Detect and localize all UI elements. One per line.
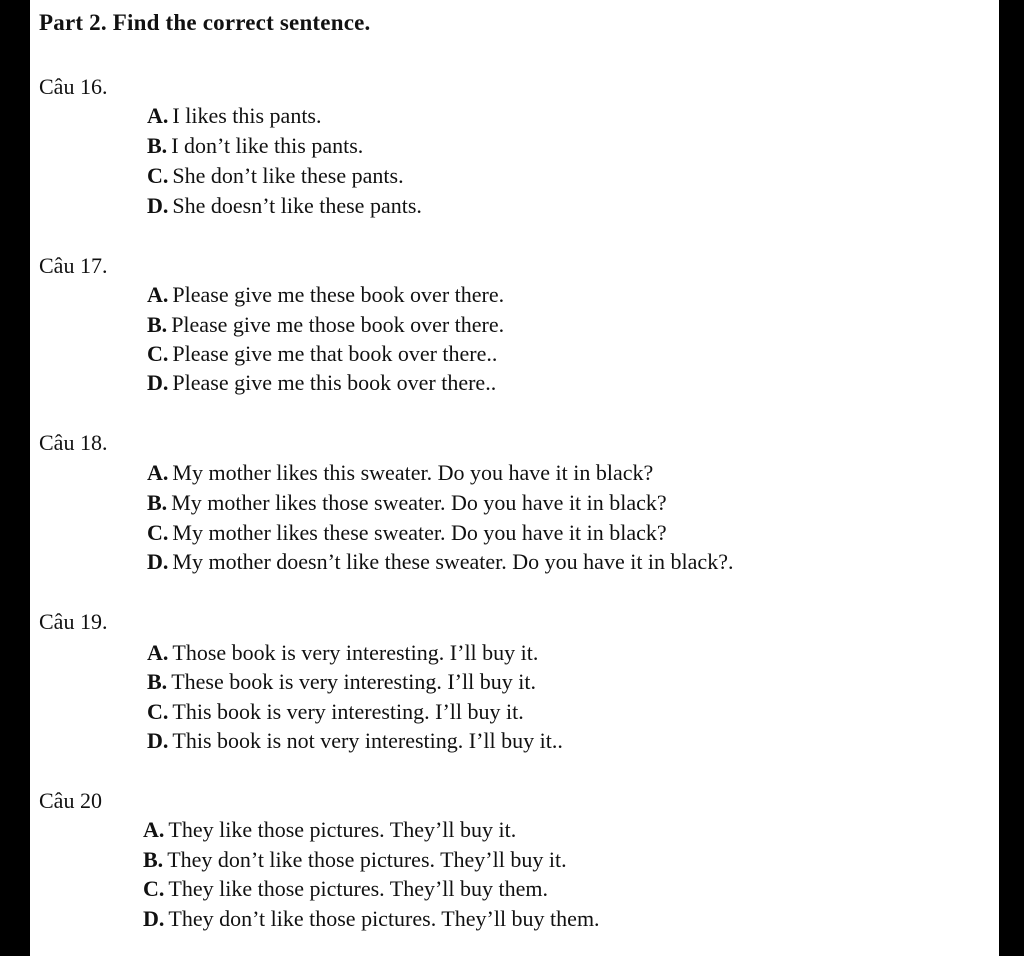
question-19-label: Câu 19. [39,609,108,634]
option-text: Please give me those book over there. [171,312,505,337]
question-19-option-c [147,699,524,725]
option-letter: D. [147,193,169,218]
option-text: My mother doesn’t like these sweater. Do you have it in black?. [172,549,734,574]
option-letter: C. [143,876,165,901]
question-17-option-d [147,370,496,396]
option-letter: B. [147,133,168,158]
question-18-option-c [147,520,667,546]
option-text: They don’t like those pictures. They’ll buy them. [168,906,600,931]
question-18-label: Câu 18. [39,430,108,455]
option-letter: B. [147,669,168,694]
option-letter: B. [147,490,168,515]
option-letter: A. [147,282,169,307]
option-letter: D. [147,549,169,574]
question-17-label: Câu 17. [39,253,108,278]
question-18-option-a [147,460,653,486]
option-text: This book is very interesting. I’ll buy it. [172,699,524,724]
option-text: Please give me that book over there.. [172,341,498,366]
option-text: Those book is very interesting. I’ll buy it. [172,640,539,665]
option-text: Please give me these book over there. [172,282,505,307]
option-text: My mother likes this sweater. Do you have it in black? [172,460,654,485]
question-20-option-a [143,817,516,843]
document-page [30,0,999,956]
question-16-option-c [147,163,404,189]
option-text: She doesn’t like these pants. [172,193,422,218]
option-text: They like those pictures. They’ll buy it. [168,817,517,842]
option-letter: C. [147,341,169,366]
question-18-option-b [147,490,667,516]
option-text: My mother likes these sweater. Do you have it in black? [172,520,667,545]
option-text: These book is very interesting. I’ll buy it. [171,669,536,694]
option-text: They like those pictures. They’ll buy them. [168,876,549,901]
question-20-option-c [143,876,548,902]
option-letter: A. [143,817,165,842]
question-17-option-c [147,341,497,367]
option-letter: B. [147,312,168,337]
option-letter: D. [147,370,169,395]
question-18-option-d [147,549,733,575]
question-20-label: Câu 20 [39,788,102,813]
question-17-option-b [147,312,504,338]
option-text: I likes this pants. [172,103,322,128]
question-19-option-b [147,669,536,695]
option-letter: C. [147,520,169,545]
option-letter: A. [147,460,169,485]
option-letter: A. [147,103,169,128]
question-20-option-d [143,906,600,932]
option-letter: D. [143,906,165,931]
option-text: She don’t like these pants. [172,163,404,188]
option-letter: D. [147,728,169,753]
section-title: Part 2. Find the correct sentence. [39,10,371,35]
option-text: This book is not very interesting. I’ll buy it.. [172,728,563,753]
option-text: They don’t like those pictures. They’ll buy it. [167,847,567,872]
option-text: I don’t like this pants. [171,133,364,158]
option-letter: B. [143,847,164,872]
question-19-option-d [147,728,563,754]
option-text: My mother likes those sweater. Do you have it in black? [171,490,667,515]
option-letter: C. [147,699,169,724]
question-19-option-a [147,640,538,666]
question-20-option-b [143,847,567,873]
option-letter: C. [147,163,169,188]
question-16-option-d [147,193,422,219]
question-16-option-a [147,103,322,129]
question-16-label: Câu 16. [39,74,108,99]
option-text: Please give me this book over there.. [172,370,497,395]
option-letter: A. [147,640,169,665]
question-16-option-b [147,133,363,159]
question-17-option-a [147,282,504,308]
